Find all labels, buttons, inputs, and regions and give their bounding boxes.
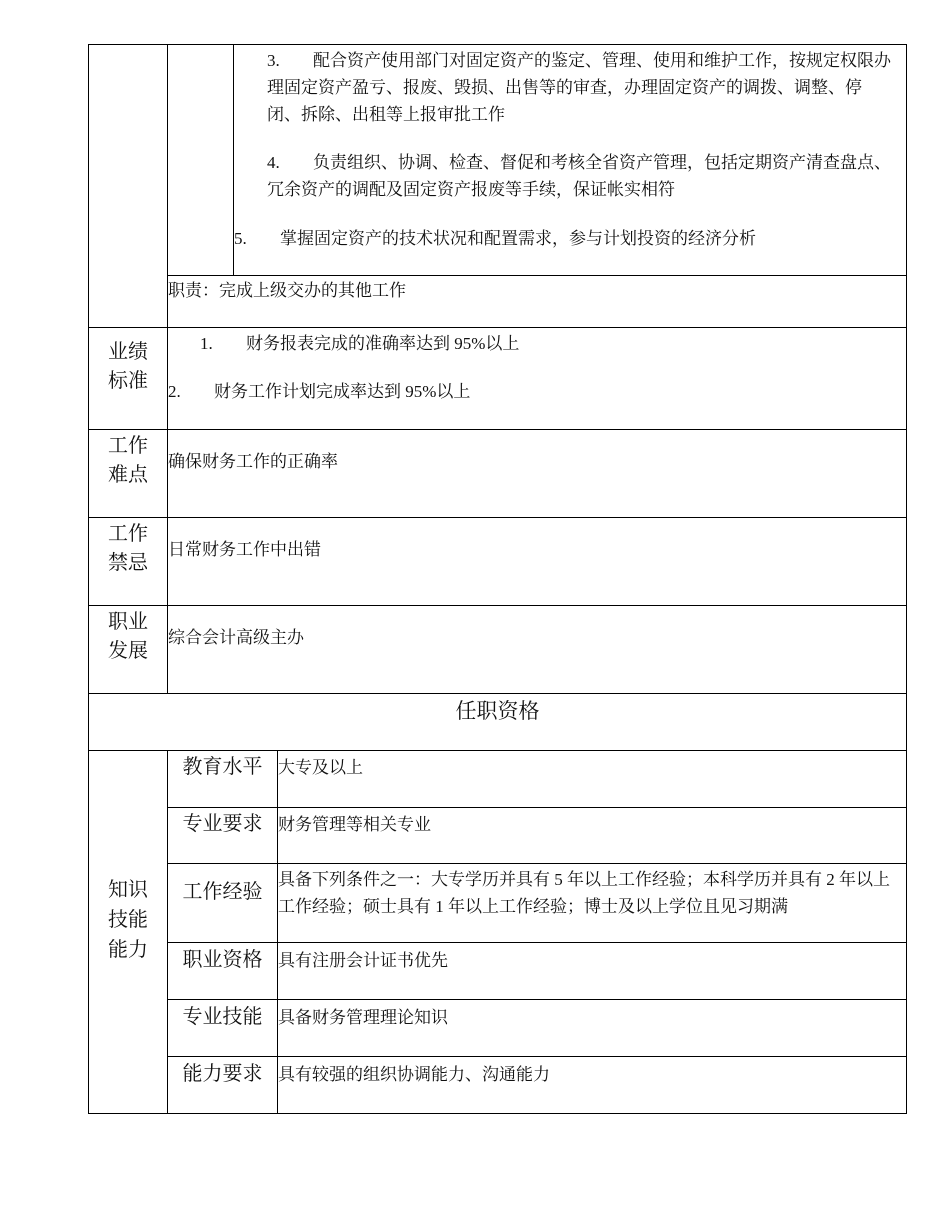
qual-value-ability: 具有较强的组织协调能力、沟通能力 <box>278 1065 550 1084</box>
duty-item-4-number: 4. <box>267 153 280 172</box>
performance-item-1-text: 财务报表完成的准确率达到 95%以上 <box>246 334 520 353</box>
row-divider-taboo <box>88 517 907 518</box>
qual-row-divider-1 <box>167 807 907 808</box>
qualification-label-divider <box>277 750 278 1114</box>
row-divider-career <box>88 605 907 606</box>
duty-item-3-number: 3. <box>267 51 280 70</box>
performance-item-2 <box>168 378 470 405</box>
qual-value-skills: 具备财务管理理论知识 <box>278 1008 448 1027</box>
qual-label-experience: 工作经验 <box>182 881 263 903</box>
label-column-divider <box>167 44 168 693</box>
duty-item-5-text: 掌握固定资产的技术状况和配置需求，参与计划投资的经济分析 <box>280 229 756 248</box>
row-divider-difficulty <box>88 429 907 430</box>
qual-value-experience: 具备下列条件之一：大专学历并具有 5 年以上工作经验；本科学历并具有 2 年以上工作经验；硕士具有 1 年以上工作经验；博士及以上学位且见习期满 <box>278 870 890 916</box>
difficulty-label-line-2: 难点 <box>108 464 148 486</box>
row-divider-qualification <box>88 750 907 751</box>
qualification-side-line-2: 技能 <box>108 909 148 931</box>
difficulty-label <box>89 432 167 490</box>
taboo-label-line-1: 工作 <box>108 523 148 545</box>
row-divider-title <box>88 693 907 694</box>
performance-item-2-number: 2. <box>168 382 181 401</box>
qual-value-certification: 具有注册会计证书优先 <box>278 951 448 970</box>
qual-label-major: 专业要求 <box>182 813 263 835</box>
qual-label-ability: 能力要求 <box>182 1063 263 1085</box>
duty-item-3 <box>267 47 895 128</box>
performance-label-line-1: 业绩 <box>108 341 148 363</box>
duty-item-4 <box>267 149 895 203</box>
taboo-label <box>89 520 167 578</box>
qual-row-divider-4 <box>167 999 907 1000</box>
career-label <box>89 608 167 666</box>
table-border-right <box>906 44 907 1114</box>
performance-item-1-number: 1. <box>200 334 213 353</box>
performance-label-line-2: 标准 <box>108 370 148 392</box>
performance-item-2-text: 财务工作计划完成率达到 95%以上 <box>214 382 471 401</box>
table-border-top <box>88 44 907 45</box>
qual-label-certification: 职业资格 <box>182 949 263 971</box>
qual-row-divider-2 <box>167 863 907 864</box>
taboo-text: 日常财务工作中出错 <box>168 540 321 559</box>
performance-item-1 <box>200 330 519 357</box>
duty-item-3-text: 配合资产使用部门对固定资产的鉴定、管理、使用和维护工作，按规定权限办理固定资产盈亏、报废、毁损、出售等的审查，办理固定资产的调拨、调整、停闭、拆除、出租等上报审批工作 <box>267 51 891 124</box>
qual-label-education: 教育水平 <box>182 756 263 778</box>
qualification-side-label <box>89 875 167 965</box>
qual-row-divider-5 <box>167 1056 907 1057</box>
qual-label-skills: 专业技能 <box>182 1006 263 1028</box>
performance-label <box>89 338 167 396</box>
career-label-line-2: 发展 <box>108 640 148 662</box>
difficulty-text: 确保财务工作的正确率 <box>168 452 338 471</box>
career-label-line-1: 职业 <box>108 611 148 633</box>
qual-value-major: 财务管理等相关专业 <box>278 815 431 834</box>
career-text: 综合会计高级主办 <box>168 628 304 647</box>
difficulty-label-line-1: 工作 <box>108 435 148 457</box>
duty-other: 职责：完成上级交办的其他工作 <box>168 281 406 300</box>
row-divider-duties <box>167 275 907 276</box>
taboo-label-line-2: 禁忌 <box>108 552 148 574</box>
qualification-title: 任职资格 <box>455 699 540 723</box>
qual-row-divider-3 <box>167 942 907 943</box>
duty-item-5 <box>234 225 756 252</box>
qualification-side-line-3: 能力 <box>108 939 148 961</box>
table-border-bottom <box>88 1113 907 1114</box>
row-divider-performance <box>88 327 907 328</box>
qualification-side-line-1: 知识 <box>108 879 148 901</box>
qual-value-education: 大专及以上 <box>278 758 363 777</box>
duty-item-4-text: 负责组织、协调、检查、督促和考核全省资产管理，包括定期资产清查盘点、冗余资产的调配及固定资产报废等手续，保证帐实相符 <box>267 153 891 199</box>
duty-item-5-number: 5. <box>234 229 247 248</box>
